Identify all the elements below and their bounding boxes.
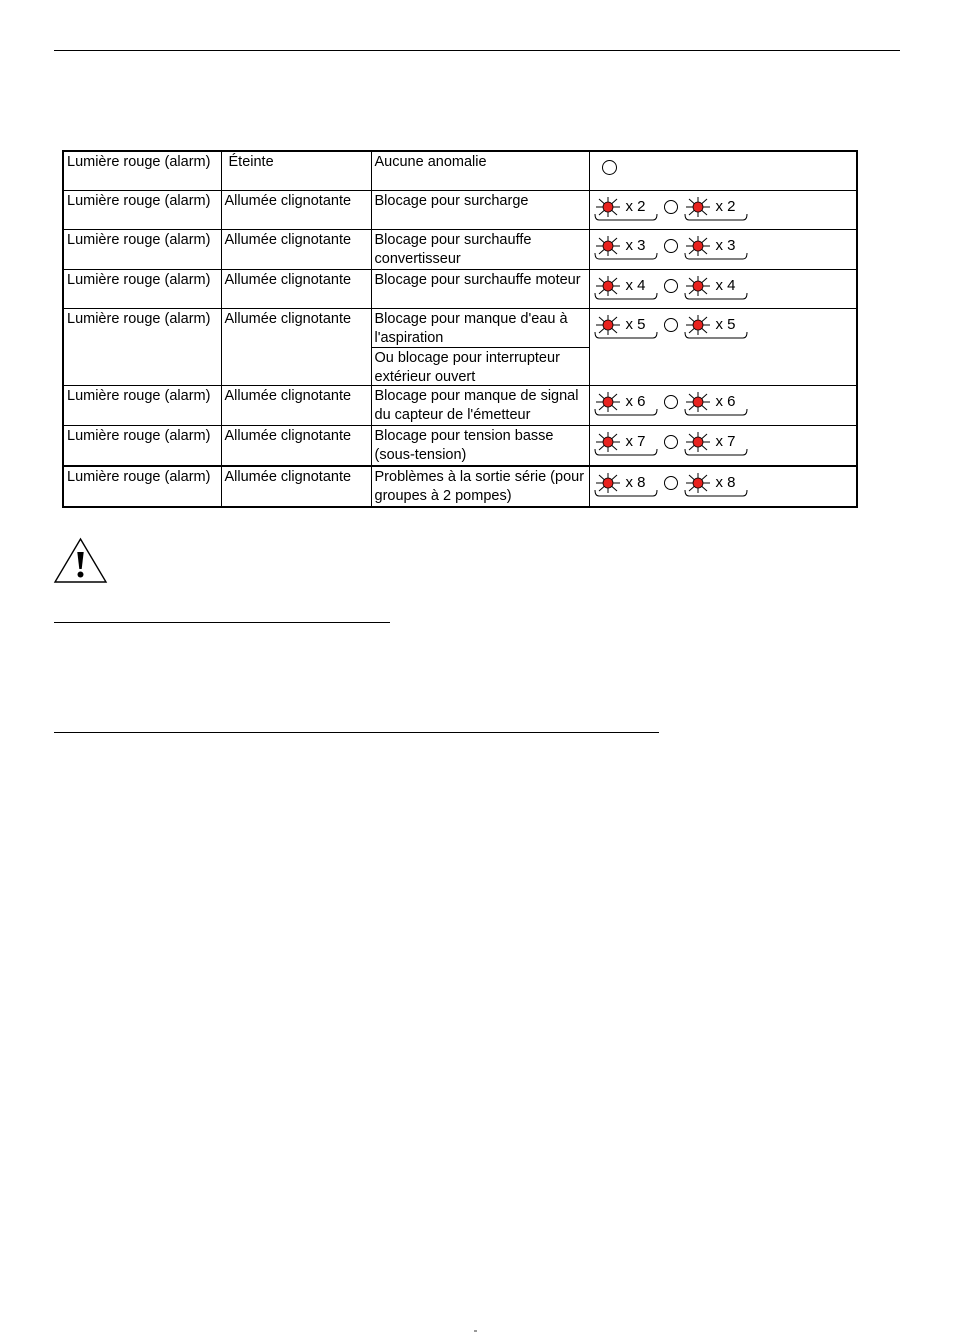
brace-icon — [684, 253, 748, 261]
section-underline — [54, 622, 390, 623]
description-text-alt: Ou blocage pour interrupteur extérieur ouvert — [372, 347, 589, 386]
description-cell: Aucune anomalie — [371, 151, 589, 191]
blink-count: x 4 — [625, 277, 646, 294]
state-cell: Éteinte — [221, 151, 371, 191]
indicator-cell — [589, 426, 857, 467]
blink-count: x 2 — [625, 198, 646, 215]
blink-count: x 2 — [715, 198, 736, 215]
brace-icon — [594, 214, 658, 222]
description-cell: Blocage pour surchauffe convertisseur — [371, 230, 589, 270]
description-cell: Blocage pour manque de signal du capteur de l'émetteur — [371, 386, 589, 426]
blink-count-group — [594, 315, 658, 345]
brace-icon — [684, 409, 748, 417]
light-cell: Lumière rouge (alarm) — [63, 151, 221, 191]
brace-icon — [594, 253, 658, 261]
indicator-cell — [589, 191, 857, 230]
led-off-icon — [664, 200, 678, 214]
state-cell: Allumée clignotante — [221, 191, 371, 230]
led-off-icon — [664, 395, 678, 409]
blink-count-group — [594, 236, 658, 266]
blink-count: x 6 — [715, 393, 736, 410]
indicator-cell — [589, 270, 857, 309]
blink-count-group — [594, 276, 658, 306]
page-mark — [474, 1330, 477, 1332]
blink-count: x 5 — [715, 316, 736, 333]
light-cell: Lumière rouge (alarm) — [63, 309, 221, 386]
light-cell: Lumière rouge (alarm) — [63, 270, 221, 309]
warning-triangle-icon — [53, 537, 108, 584]
blink-count-group — [684, 197, 748, 227]
blink-count-group — [684, 315, 748, 345]
blink-count: x 7 — [715, 433, 736, 450]
brace-icon — [594, 490, 658, 498]
brace-icon — [594, 293, 658, 301]
description-cell: Blocage pour surchauffe moteur — [371, 270, 589, 309]
blink-count: x 6 — [625, 393, 646, 410]
brace-icon — [684, 293, 748, 301]
light-cell: Lumière rouge (alarm) — [63, 386, 221, 426]
state-cell: Allumée clignotante — [221, 270, 371, 309]
led-off-icon — [664, 435, 678, 449]
blink-count: x 3 — [715, 237, 736, 254]
indicator-cell — [589, 386, 857, 426]
state-cell: Allumée clignotante — [221, 230, 371, 270]
led-off-icon — [664, 318, 678, 332]
blink-count-group — [594, 432, 658, 462]
blink-count-group — [594, 197, 658, 227]
blink-count-group — [594, 392, 658, 422]
table-row — [63, 191, 857, 230]
blink-count: x 8 — [715, 474, 736, 491]
blink-count-group — [684, 276, 748, 306]
blink-count-group — [594, 473, 658, 503]
state-cell: Allumée clignotante — [221, 426, 371, 467]
blink-count-group — [684, 473, 748, 503]
brace-icon — [684, 332, 748, 340]
description-cell: Blocage pour surcharge — [371, 191, 589, 230]
table-row — [63, 426, 857, 467]
brace-icon — [684, 449, 748, 457]
led-off-icon — [664, 279, 678, 293]
indicator-cell — [589, 309, 857, 386]
brace-icon — [684, 214, 748, 222]
table-row — [63, 386, 857, 426]
blink-count: x 7 — [625, 433, 646, 450]
light-cell: Lumière rouge (alarm) — [63, 466, 221, 507]
brace-icon — [594, 332, 658, 340]
state-cell: Allumée clignotante — [221, 309, 371, 386]
section-underline — [54, 732, 659, 733]
brace-icon — [594, 409, 658, 417]
indicator-cell — [589, 151, 857, 191]
state-cell: Allumée clignotante — [221, 386, 371, 426]
indicator-cell — [589, 230, 857, 270]
table-row — [63, 466, 857, 507]
description-cell: Blocage pour tension basse (sous-tension) — [371, 426, 589, 467]
table-row — [63, 151, 857, 191]
brace-icon — [684, 490, 748, 498]
alarm-table — [62, 150, 858, 508]
blink-count: x 5 — [625, 316, 646, 333]
light-cell: Lumière rouge (alarm) — [63, 191, 221, 230]
led-off-icon — [664, 239, 678, 253]
description-cell — [371, 309, 589, 386]
header-rule — [54, 50, 900, 51]
description-cell: Problèmes à la sortie série (pour groupes à 2 pompes) — [371, 466, 589, 507]
light-cell: Lumière rouge (alarm) — [63, 230, 221, 270]
indicator-cell — [589, 466, 857, 507]
blink-count: x 4 — [715, 277, 736, 294]
table-row — [63, 230, 857, 270]
brace-icon — [594, 449, 658, 457]
led-off-icon — [664, 476, 678, 490]
light-cell: Lumière rouge (alarm) — [63, 426, 221, 467]
table-row — [63, 270, 857, 309]
blink-count: x 8 — [625, 474, 646, 491]
blink-count-group — [684, 392, 748, 422]
description-text: Blocage pour manque d'eau à l'aspiration — [374, 311, 568, 346]
table-row — [63, 309, 857, 386]
led-off-icon — [602, 160, 617, 175]
state-cell: Allumée clignotante — [221, 466, 371, 507]
blink-count-group — [684, 432, 748, 462]
blink-count: x 3 — [625, 237, 646, 254]
blink-count-group — [684, 236, 748, 266]
